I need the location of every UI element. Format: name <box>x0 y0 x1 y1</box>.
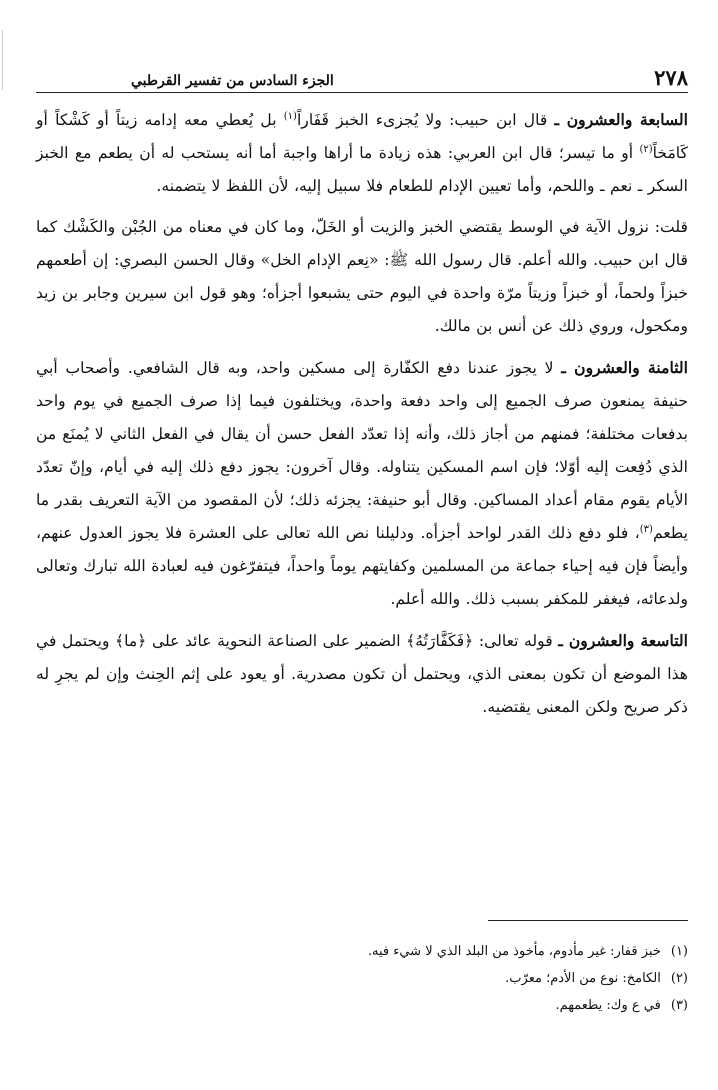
page-number: ٢٧٨ <box>654 65 688 90</box>
paragraph-27-text-b: بل يُعطي معه إدامه زيتاً أو كَشْكاً أو كَامَخاً <box>36 111 688 162</box>
footnote-1 <box>36 938 688 965</box>
footnote-ref-1[interactable]: (١) <box>283 110 297 122</box>
paragraph-commentary <box>36 211 688 343</box>
paragraph-28-text-b: ، فلو دفع ذلك القدر لواحد أجزأه. ودليلنا نص الله تعالى على العشرة فلا يجوز العدول عنهم، وأيضاً فإن فيه إحياء جماعة من المسلمين وكفايتهم يوماً واحداً، فيتفرّغون فيه لعبادة الله تبارك وتعالى ولدعائه، فيغفر للمكفر بسبب ذلك. والله أعلم. <box>36 524 688 608</box>
paragraph-29 <box>36 624 688 724</box>
paragraph-27-text-a: قال ابن حبيب: ولا يُجزىء الخبز قَفَاراً <box>296 111 555 129</box>
issue-heading-29: التاسعة والعشرون ـ <box>558 631 688 650</box>
scan-edge-mark <box>2 30 3 90</box>
paragraph-commentary-text: قلت: نزول الآية في الوسط يقتضي الخبز والزيت أو الخَلّ، وما كان في معناه من الجُبْن والكَشْك كما قال ابن حبيب. والله أعلم. قال رسول الله ﷺ: «نِعم الإدام الخل» وقال الحسن البصري: إن أطعمهم خبزاً ولحماً، أو خبزاً وزيتاً مرّة واحدة في اليوم حتى يشبعوا أجزأه؛ وهو قول ابن سيرين وجابر بن زيد ومكحول، وروي ذلك عن أنس بن مالك. <box>36 218 688 335</box>
footnote-ref-3[interactable]: (٣) <box>639 523 653 535</box>
footnote-divider <box>488 920 688 921</box>
running-title: الجزء السادس من تفسير القرطبي <box>131 73 334 89</box>
footnote-2-number: (٢) <box>670 971 688 986</box>
book-page <box>36 58 688 1068</box>
footnote-1-text: خبز قفار: غير مأدوم، مأخوذ من البلد الذي لا شيء فيه. <box>367 944 661 959</box>
paragraph-27 <box>36 103 688 203</box>
footnote-3 <box>36 992 688 1019</box>
footnote-2 <box>36 965 688 992</box>
footnote-ref-2[interactable]: (٢) <box>639 143 653 155</box>
paragraph-29-text: قوله تعالى: ﴿فَكَفَّارَتُهُ﴾ الضمير على الصناعة النحوية عائد على ﴿ما﴾ ويحتمل في هذا الموضع أن تكون بمعنى الذي، ويحتمل أن تكون مصدرية. أو يعود على إثم الحِنث وإن لم يجرِ له ذكر صريح ولكن المعنى يقتضيه. <box>36 632 688 716</box>
issue-heading-27: السابعة والعشرون ـ <box>554 110 689 129</box>
footnote-2-text: الكامخ: نوع من الأدم؛ معرّب. <box>505 971 661 986</box>
footnote-1-number: (١) <box>670 944 688 959</box>
footnotes <box>36 938 688 1019</box>
paragraph-28 <box>36 351 688 616</box>
paragraph-27-text-c: أو ما تيسر؛ قال ابن العربي: هذه زيادة ما أراها واجبة أما أنه يستحب له أن يطعم مع الخبز السكر ـ نعم ـ واللحم، وأما تعيين الإدام للطعام فلا سبيل إليه، لأن اللفظ لا يتضمنه. <box>36 144 688 195</box>
footnote-3-number: (٣) <box>670 998 688 1013</box>
footnote-3-text: في ع وك: يطعمهم. <box>555 998 661 1013</box>
page-header <box>36 58 688 93</box>
body-text <box>36 103 688 724</box>
issue-heading-28: الثامنة والعشرون ـ <box>561 358 688 377</box>
paragraph-28-text-a: لا يجوز عندنا دفع الكفّارة إلى مسكين واحد، وبه قال الشافعي. وأصحاب أبي حنيفة يمنعون صرف الجميع إلى واحد دفعة واحدة، ويختلفون فيما إذا صرف الجميع في يوم واحد بدفعات مختلفة؛ فمنهم من أجاز ذلك، وأنه إذا تعدّد الفعل حسن أن يقال في الفعل الثاني لا يُمنَع من الذي دُفِعت إليه أوّلا؛ فإن اسم المسكين يتناوله. وقال آخرون: يجوز دفع ذلك إليه في أيام، وإنّ تعدّد الأيام يقوم مقام أعداد المساكين. وقال أبو حنيفة: يجزئه ذلك؛ لأن المقصود من الآية التعريف بقدر ما يطعم <box>36 359 688 542</box>
